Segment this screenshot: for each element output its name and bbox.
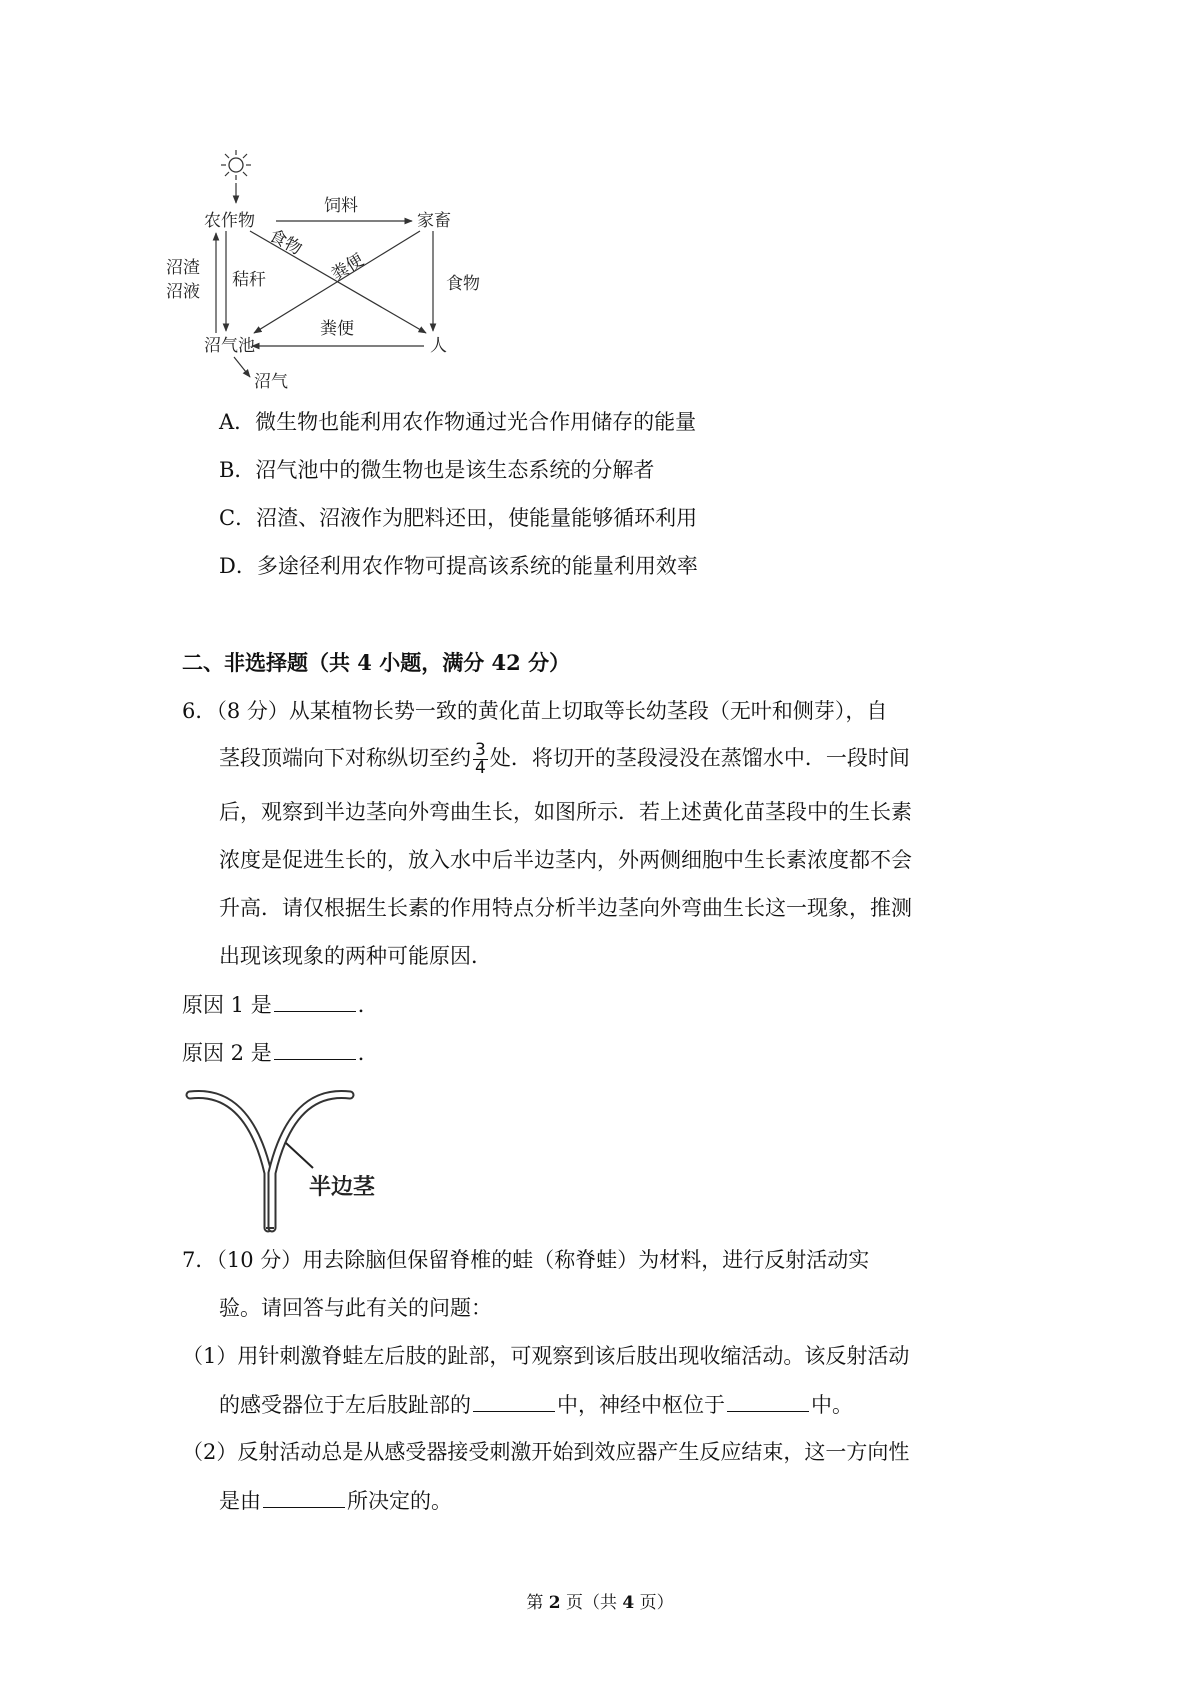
q7-part1-text-a: 的感受器位于左后肢趾部的 xyxy=(219,1393,471,1417)
reason-2 xyxy=(182,1037,379,1068)
half-stem-figure xyxy=(178,1083,418,1233)
half-stem-label: 半边茎 xyxy=(309,1175,376,1200)
q7-part1-line-2 xyxy=(219,1389,853,1420)
node-biogas-pit: 沼气池 xyxy=(204,336,255,356)
q7-part1-blank-2[interactable] xyxy=(727,1389,809,1412)
reason-1-label: 原因 1 是 xyxy=(182,993,272,1017)
footer-page-number: 2 xyxy=(548,1593,561,1613)
q7-line-1: 7．（10 分）用去除脑但保留脊椎的蛙（称脊蛙）为材料，进行反射活动实 xyxy=(182,1248,870,1272)
footer-pre: 第 xyxy=(526,1593,549,1613)
arrow-biogas xyxy=(234,357,250,377)
q6-line-4: 浓度是促进生长的，放入水中后半边茎内，外两侧细胞中生长素浓度都不会 xyxy=(219,848,912,872)
footer-post: 页） xyxy=(634,1593,674,1613)
energy-flow-diagram xyxy=(150,135,490,405)
option-b: B．沼气池中的微生物也是该生态系统的分解者 xyxy=(219,458,655,482)
q6-line-2-pre: 茎段顶端向下对称纵切至约 xyxy=(219,746,471,770)
fraction-denominator: 4 xyxy=(475,758,486,778)
q7-part1-text-c: 中。 xyxy=(811,1393,853,1417)
label-manure-diagonal: 粪便 xyxy=(328,250,368,286)
q6-line-1: 6．（8 分）从某植物长势一致的黄化苗上切取等长幼茎段（无叶和侧芽），自 xyxy=(182,699,888,723)
label-residue-2: 沼液 xyxy=(166,282,200,302)
node-human: 人 xyxy=(430,336,447,356)
reason-1 xyxy=(182,989,379,1020)
label-food-right: 食物 xyxy=(446,274,480,294)
q7-part1-blank-1[interactable] xyxy=(473,1389,555,1412)
label-feed: 饲料 xyxy=(324,196,358,216)
footer-total-pages: 4 xyxy=(622,1593,635,1613)
q7-part2-line-2 xyxy=(219,1485,452,1516)
reason-1-period: ． xyxy=(357,993,379,1017)
option-c: C．沼渣、沼液作为肥料还田，使能量能够循环利用 xyxy=(219,506,698,530)
label-manure-bottom: 粪便 xyxy=(320,319,354,339)
reason-2-blank[interactable] xyxy=(274,1037,356,1060)
q6-line-3: 后，观察到半边茎向外弯曲生长，如图所示．若上述黄化苗茎段中的生长素 xyxy=(219,800,912,824)
node-biogas: 沼气 xyxy=(254,372,288,392)
option-a: A．微生物也能利用农作物通过光合作用储存的能量 xyxy=(219,410,697,434)
fraction xyxy=(473,742,488,777)
q7-part2-blank[interactable] xyxy=(263,1485,345,1508)
q7-part2-line-1: （2）反射活动总是从感受器接受刺激开始到效应器产生反应结束，这一方向性 xyxy=(182,1440,910,1464)
q6-line-6: 出现该现象的两种可能原因． xyxy=(219,944,492,968)
reason-1-blank[interactable] xyxy=(274,989,356,1012)
sun-icon xyxy=(221,150,251,180)
q6-line-5: 升高．请仅根据生长素的作用特点分析半边茎向外弯曲生长这一现象，推测 xyxy=(219,896,912,920)
q7-part2-text-a: 是由 xyxy=(219,1489,261,1513)
reason-2-period: ． xyxy=(357,1041,379,1065)
label-residue-1: 沼渣 xyxy=(166,258,200,278)
q7-part1-text-b: 中，神经中枢位于 xyxy=(557,1393,725,1417)
q6-line-2-post: 处．将切开的茎段浸没在蒸馏水中．一段时间 xyxy=(489,746,910,770)
label-food-diagonal: 食物 xyxy=(265,225,306,260)
page-footer xyxy=(0,1588,1200,1613)
label-pointer xyxy=(286,1143,313,1168)
footer-mid: 页（共 xyxy=(560,1593,623,1613)
node-livestock: 家畜 xyxy=(417,211,451,231)
fraction-numerator: 3 xyxy=(475,740,486,760)
q7-line-2: 验。请回答与此有关的问题： xyxy=(219,1296,492,1320)
label-straw: 秸秆 xyxy=(232,270,266,290)
q7-part1-line-1: （1）用针刺激脊蛙左后肢的趾部，可观察到该后肢出现收缩活动。该反射活动 xyxy=(182,1344,910,1368)
node-crops: 农作物 xyxy=(204,211,255,231)
q7-part2-text-b: 所决定的。 xyxy=(347,1489,452,1513)
q6-line-2 xyxy=(219,742,910,777)
section-title: 二、非选择题（共 4 小题，满分 42 分） xyxy=(182,650,571,675)
reason-2-label: 原因 2 是 xyxy=(182,1041,272,1065)
option-d: D．多途径利用农作物可提高该系统的能量利用效率 xyxy=(219,554,698,578)
